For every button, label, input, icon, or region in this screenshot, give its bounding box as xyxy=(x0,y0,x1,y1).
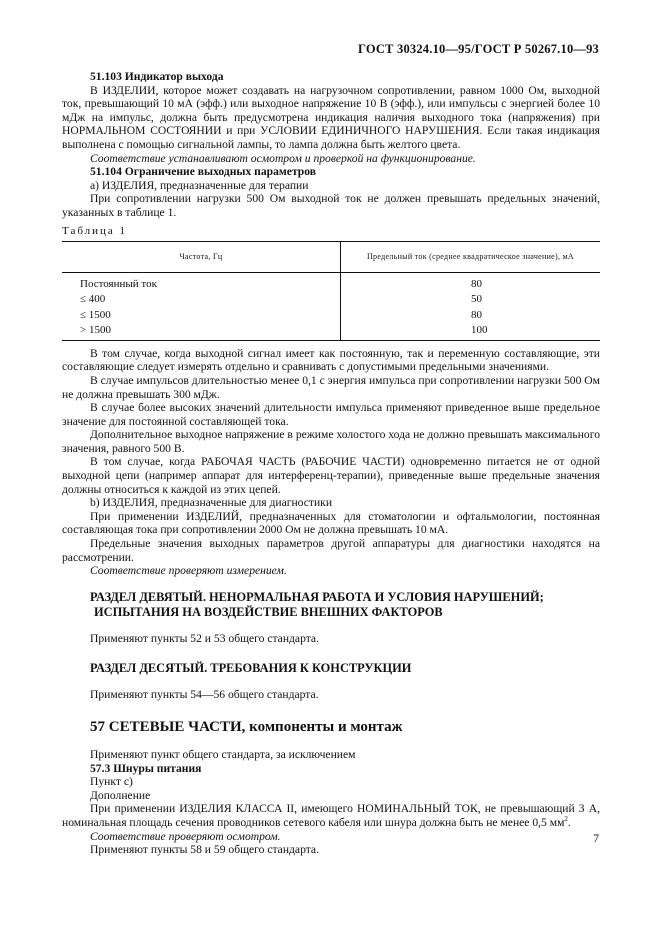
section-9-text: Применяют пункты 52 и 53 общего стандарта. xyxy=(90,631,319,645)
table-cell-current: 100 xyxy=(341,323,601,340)
clause-51-104-item-a: а) ИЗДЕЛИЯ, предназначенные для терапии xyxy=(90,178,309,192)
table-row xyxy=(62,292,600,308)
clause-51-104-heading: 51.104 Ограничение выходных параметров xyxy=(90,165,316,179)
table-caption: Таблица 1 xyxy=(62,224,128,237)
clause-57-title: 57 СЕТЕВЫЕ ЧАСТИ, компоненты и монтаж xyxy=(90,719,403,735)
clause-57-3-text-body: При применении ИЗДЕЛИЯ КЛАССА II, имеющего НОМИНАЛЬНЫЙ ТОК, не превышающий 3 А, номинальная площадь сечения проводников сетевого кабеля или шнура должна быть не менее 0,5 мм xyxy=(62,802,600,829)
page-content xyxy=(62,70,600,857)
clause-57-compliance: Соответствие проверяют осмотром. xyxy=(90,829,281,843)
clause-57-final: Применяют пункты 58 и 59 общего стандарта. xyxy=(90,843,319,857)
table-cell-frequency: ≤ 400 xyxy=(80,293,106,306)
table-row xyxy=(62,272,600,292)
standard-code-header: ГОСТ 30324.10—95/ГОСТ Р 50267.10—93 xyxy=(358,42,599,56)
column-header-frequency: Частота, Гц xyxy=(62,242,341,273)
clause-51-104-item-b: b) ИЗДЕЛИЯ, предназначенные для диагностики xyxy=(90,496,333,510)
clause-57-3-item-c: Пункт с) xyxy=(90,775,133,789)
table-cell-frequency: > 1500 xyxy=(62,323,341,340)
table-row xyxy=(62,323,600,340)
clause-51-104-text: При сопротивлении нагрузки 500 Ом выходной ток не должен превышать предельных значений, указанных в таблице 1. xyxy=(62,192,600,219)
section-10-text: Применяют пункты 54—56 общего стандарта. xyxy=(90,688,319,702)
section-9-title xyxy=(90,590,600,620)
clause-51-103-heading: 51.103 Индикатор выхода xyxy=(90,70,224,83)
clause-57-intro: Применяют пункт общего стандарта, за исключением xyxy=(90,748,356,761)
clause-57-3-text xyxy=(62,802,600,829)
table-row xyxy=(62,308,600,324)
table-cell-current: 50 xyxy=(341,292,601,308)
clause-57-3-heading: 57.3 Шнуры питания xyxy=(90,761,202,775)
clause-57-3-addition: Дополнение xyxy=(90,788,151,802)
body-paragraph: В случае импульсов длительностью менее 0,1 с энергия импульса при сопротивлении нагрузки 500 Ом не должна превышать 300 мДж. xyxy=(62,373,600,401)
clause-51-103-compliance: Соответствие устанавливают осмотром и проверкой на функционирование. xyxy=(90,151,476,165)
body-paragraph: В случае более высоких значений длительности импульса применяют приведенное выше предельное значение для постоянной составляющей тока. xyxy=(62,401,600,428)
body-paragraph: В том случае, когда выходной сигнал имеет как постоянную, так и переменную составляющие, эти составляющие следует измерять отдельно и сравнивать с допустимыми предельными значениями. xyxy=(62,346,600,374)
table-cell-frequency: ≤ 1500 xyxy=(80,308,111,321)
limits-table xyxy=(62,241,600,341)
body-paragraph: При применении ИЗДЕЛИЙ, предназначенных для стоматологии и офтальмологии, постоянная составляющая тока при сопротивлении 2000 Ом не должна превышать 10 мА. xyxy=(62,509,600,537)
clause-51-103-text: В ИЗДЕЛИИ, которое может создавать на нагрузочном сопротивлении, равном 1000 Ом, выходной ток, превышающий 10 мА (эфф.) или выходное напряжение 10 В (эфф.), или импульсы с энергией более 10 мДж на импульс, должна быть предусмотрена индикация наличия выходного тока (напряжения) при НОРМАЛЬНОМ СОСТОЯНИИ и при УСЛОВИИ ЕДИНИЧНОГО НАРУШЕНИЯ. Если такая индикация выполнена с помощью сигнальной лампы, то лампа должна быть желтого цвета. xyxy=(62,83,600,151)
page-number: 7 xyxy=(593,832,599,845)
clause-57-3-text-end: . xyxy=(567,815,571,829)
section-9-title-line1: РАЗДЕЛ ДЕВЯТЫЙ. НЕНОРМАЛЬНАЯ РАБОТА И УСЛОВИЯ НАРУШЕНИЙ; xyxy=(90,589,544,604)
body-paragraph: В том случае, когда РАБОЧАЯ ЧАСТЬ (РАБОЧИЕ ЧАСТИ) одновременно питается не от одной выходной цепи (например аппарат для интерференц-терапии), приведенные выше предельные значения должны относиться к каждой из этих цепей. xyxy=(62,455,600,496)
table-cell-current: 80 xyxy=(341,308,601,324)
section-10-title: РАЗДЕЛ ДЕСЯТЫЙ. ТРЕБОВАНИЯ К КОНСТРУКЦИИ xyxy=(90,661,412,676)
body-paragraph: Предельные значения выходных параметров другой аппаратуры для диагностики находятся на рассмотрении. xyxy=(62,537,600,564)
body-paragraph: Дополнительное выходное напряжение в режиме холостого хода не должно превышать максимального значения, равного 500 В. xyxy=(62,428,600,455)
section-9-title-line2: ИСПЫТАНИЯ НА ВОЗДЕЙСТВИЕ ВНЕШНИХ ФАКТОРОВ xyxy=(94,604,443,619)
body-compliance: Соответствие проверяют измерением. xyxy=(90,564,287,578)
table-cell-frequency: Постоянный ток xyxy=(80,277,157,290)
column-header-current: Предельный ток (среднее квадратическое значение), мА xyxy=(341,242,601,273)
superscript: 2 xyxy=(564,815,568,824)
table-cell-current: 80 xyxy=(341,272,601,292)
